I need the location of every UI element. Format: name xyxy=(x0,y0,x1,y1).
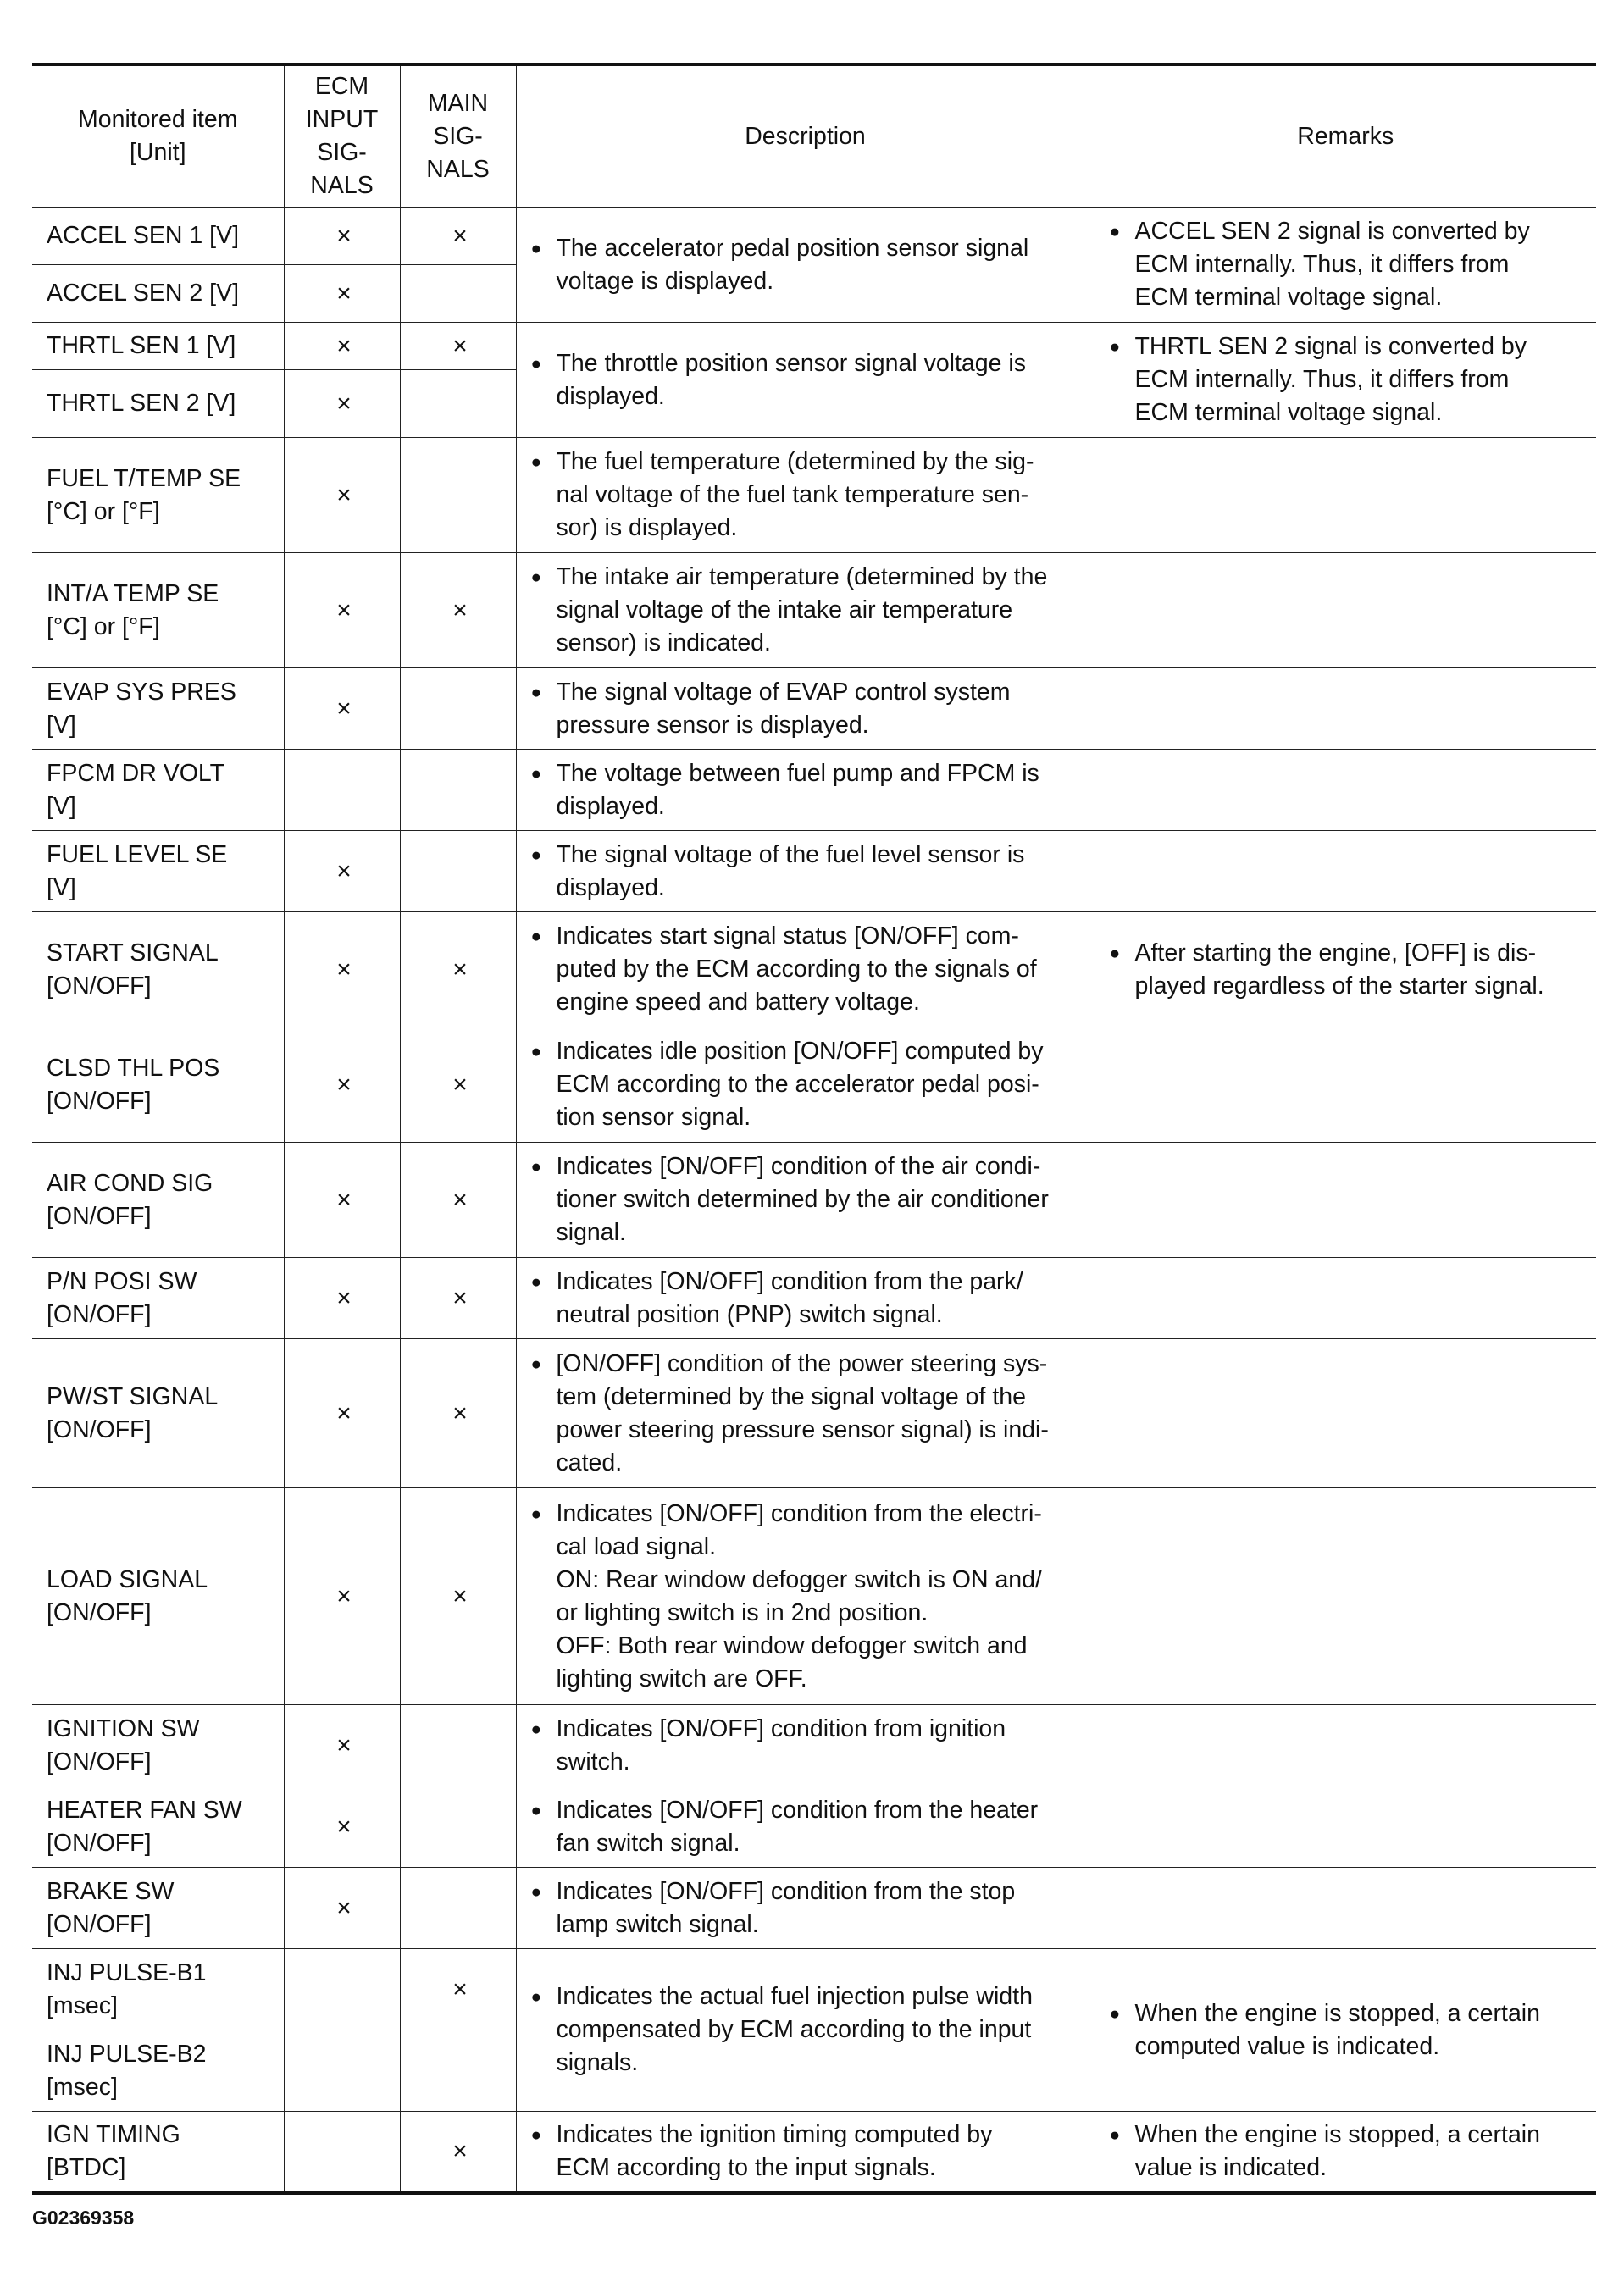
text-line: or lighting switch is in 2nd position. xyxy=(556,1598,928,1626)
text-line: sensor) is indicated. xyxy=(556,629,771,656)
monitored-item xyxy=(32,2112,284,2193)
description xyxy=(516,668,1095,750)
text-line: power steering pressure sensor signal) is indi- xyxy=(556,1415,1049,1443)
description-bullet xyxy=(531,232,1084,298)
main-signal-mark: × xyxy=(400,1339,516,1488)
description-bullet xyxy=(531,839,1084,905)
description xyxy=(516,2112,1095,2193)
text-line: tem (determined by the signal voltage of the xyxy=(556,1382,1026,1410)
remarks-bullet-list xyxy=(1110,330,1587,429)
text-line: THRTL SEN 1 [V] xyxy=(47,332,236,359)
ecm-input-mark: × xyxy=(284,1705,400,1786)
text-line: [V] xyxy=(47,873,76,901)
table-row xyxy=(32,668,1596,750)
text-line: ● Indicates [ON/OFF] condition of the air condi- xyxy=(556,1153,1041,1180)
header-row xyxy=(32,64,1596,208)
text-line: displayed. xyxy=(556,382,665,410)
remarks xyxy=(1095,1339,1596,1488)
remarks xyxy=(1095,1786,1596,1868)
monitored-item xyxy=(32,1258,284,1339)
ecm-input-mark: × xyxy=(284,1488,400,1705)
text-line: [V] xyxy=(47,792,76,820)
remarks xyxy=(1095,1705,1596,1786)
table-row xyxy=(32,1786,1596,1868)
text-line: engine speed and battery voltage. xyxy=(556,989,920,1016)
ecm-input-mark: × xyxy=(284,1027,400,1143)
main-signal-mark xyxy=(400,1868,516,1949)
text-line: lamp switch signal. xyxy=(556,1910,759,1938)
table-row xyxy=(32,2112,1596,2193)
table-row xyxy=(32,831,1596,912)
monitored-item xyxy=(32,370,284,438)
header-monitored-item: Monitored item [Unit] xyxy=(32,64,284,208)
remarks xyxy=(1095,831,1596,912)
remarks xyxy=(1095,1868,1596,1949)
header-description: Description xyxy=(516,64,1095,208)
text-line: lighting switch are OFF. xyxy=(556,1664,807,1692)
text-line: ● The signal voltage of the fuel level sensor is xyxy=(556,840,1025,868)
main-signal-mark xyxy=(400,831,516,912)
text-line: [ON/OFF] xyxy=(47,1910,152,1938)
description-bullet-list xyxy=(531,2119,1084,2185)
description xyxy=(516,912,1095,1027)
monitored-item xyxy=(32,1488,284,1705)
table-row xyxy=(32,1339,1596,1488)
description-bullet-list xyxy=(531,347,1084,413)
text-line: [ON/OFF] xyxy=(47,1087,152,1115)
text-line: OFF: Both rear window defogger switch and xyxy=(556,1631,1028,1659)
header-main-signals: MAIN SIG- NALS xyxy=(400,64,516,208)
text-line: ● The voltage between fuel pump and FPCM is xyxy=(556,759,1039,787)
remarks xyxy=(1095,750,1596,831)
text-line: displayed. xyxy=(556,792,665,820)
text-line: ● The accelerator pedal position sensor signal xyxy=(556,234,1029,262)
main-signal-mark xyxy=(400,1705,516,1786)
text-line: ● Indicates [ON/OFF] condition from the park/ xyxy=(556,1267,1023,1295)
description xyxy=(516,1258,1095,1339)
description-bullet xyxy=(531,676,1084,742)
text-line: IGNITION SW xyxy=(47,1714,200,1742)
ecm-input-mark: × xyxy=(284,1258,400,1339)
description-bullet-list xyxy=(531,1348,1084,1480)
remarks-bullet-list xyxy=(1110,1997,1587,2063)
text-line: [ON/OFF] xyxy=(47,1415,152,1443)
text-line: ECM internally. Thus, it differs from xyxy=(1134,366,1510,393)
text-line: ● When the engine is stopped, a certain xyxy=(1134,2120,1540,2148)
main-signal-mark xyxy=(400,438,516,553)
remarks xyxy=(1095,1027,1596,1143)
text-line: cated. xyxy=(556,1448,623,1476)
text-line: INT/A TEMP SE xyxy=(47,579,219,607)
description-bullet xyxy=(531,1713,1084,1779)
text-line: ● When the engine is stopped, a certain xyxy=(1134,1999,1540,2027)
text-line: fan switch signal. xyxy=(556,1829,740,1857)
monitored-item xyxy=(32,553,284,668)
description xyxy=(516,208,1095,323)
monitored-item xyxy=(32,1339,284,1488)
remarks-bullet-list xyxy=(1110,937,1587,1003)
text-line: signals. xyxy=(556,2049,639,2076)
description-bullet-list xyxy=(531,757,1084,823)
description xyxy=(516,1027,1095,1143)
description-bullet-list xyxy=(531,1266,1084,1332)
description-bullet-list xyxy=(531,676,1084,742)
description-bullet xyxy=(531,1348,1084,1480)
header-ecm-input-signals: ECM INPUT SIG- NALS xyxy=(284,64,400,208)
main-signal-mark: × xyxy=(400,1258,516,1339)
table-row xyxy=(32,1143,1596,1258)
text-line: ● Indicates idle position [ON/OFF] computed by xyxy=(556,1038,1044,1065)
table-row xyxy=(32,912,1596,1027)
ecm-input-mark xyxy=(284,2030,400,2112)
description xyxy=(516,323,1095,438)
text-line: INJ PULSE-B2 xyxy=(47,2040,207,2068)
text-line: [ON/OFF] xyxy=(47,1202,152,1230)
text-line: ● After starting the engine, [OFF] is dis- xyxy=(1134,939,1537,967)
table-row xyxy=(32,1705,1596,1786)
text-line: HEATER FAN SW xyxy=(47,1796,242,1824)
table-row xyxy=(32,1488,1596,1705)
text-line: FUEL LEVEL SE xyxy=(47,840,228,868)
description xyxy=(516,553,1095,668)
text-line: EVAP SYS PRES xyxy=(47,678,236,706)
text-line: CLSD THL POS xyxy=(47,1054,220,1082)
description xyxy=(516,1488,1095,1705)
description-bullet-list xyxy=(531,1980,1084,2080)
remarks xyxy=(1095,1488,1596,1705)
remarks-bullet xyxy=(1110,937,1587,1003)
text-line: [msec] xyxy=(47,2073,118,2101)
text-line: [ON/OFF] xyxy=(47,1300,152,1328)
text-line: [V] xyxy=(47,711,76,739)
monitored-item xyxy=(32,265,284,323)
text-line: compensated by ECM according to the input xyxy=(556,2016,1032,2043)
text-line: IGN TIMING xyxy=(47,2120,180,2148)
remarks xyxy=(1095,668,1596,750)
text-line: voltage is displayed. xyxy=(556,267,774,295)
ecm-input-mark: × xyxy=(284,208,400,265)
ecm-input-mark xyxy=(284,750,400,831)
remarks xyxy=(1095,1258,1596,1339)
description xyxy=(516,1143,1095,1258)
remarks xyxy=(1095,912,1596,1027)
description-bullet-list xyxy=(531,1713,1084,1779)
ecm-input-mark: × xyxy=(284,912,400,1027)
monitored-item xyxy=(32,2030,284,2112)
description-bullet xyxy=(531,920,1084,1019)
text-line: INJ PULSE-B1 xyxy=(47,1958,207,1986)
text-line: ● The intake air temperature (determined by the xyxy=(556,563,1048,590)
ecm-input-mark: × xyxy=(284,323,400,370)
description xyxy=(516,1868,1095,1949)
description-bullet-list xyxy=(531,232,1084,298)
text-line: [ON/OFF] xyxy=(47,1598,152,1626)
text-line: cal load signal. xyxy=(556,1532,717,1560)
text-line: ● ACCEL SEN 2 signal is converted by xyxy=(1134,218,1530,245)
main-signal-mark: × xyxy=(400,1143,516,1258)
description xyxy=(516,1339,1095,1488)
description-bullet-list xyxy=(531,920,1084,1019)
table-row xyxy=(32,1949,1596,2030)
text-line: ECM internally. Thus, it differs from xyxy=(1134,251,1510,278)
monitored-item xyxy=(32,1868,284,1949)
text-line: ECM according to the input signals. xyxy=(556,2153,936,2181)
main-signal-mark: × xyxy=(400,1488,516,1705)
remarks xyxy=(1095,1143,1596,1258)
monitored-items-table xyxy=(32,63,1596,2195)
ecm-input-mark: × xyxy=(284,1143,400,1258)
text-line: ● Indicates the actual fuel injection pulse width xyxy=(556,1983,1033,2010)
main-signal-mark xyxy=(400,750,516,831)
description xyxy=(516,1949,1095,2112)
description-bullet xyxy=(531,1794,1084,1860)
description-bullet xyxy=(531,2119,1084,2185)
text-line: tion sensor signal. xyxy=(556,1104,751,1131)
text-line: [°C] or [°F] xyxy=(47,612,160,640)
description-bullet-list xyxy=(531,561,1084,660)
text-line: signal voltage of the intake air temperature xyxy=(556,596,1013,623)
ecm-input-mark: × xyxy=(284,1786,400,1868)
text-line: pressure sensor is displayed. xyxy=(556,711,869,739)
description-bullet xyxy=(531,347,1084,413)
ecm-input-mark xyxy=(284,2112,400,2193)
monitored-item xyxy=(32,1786,284,1868)
ecm-input-mark: × xyxy=(284,831,400,912)
main-signal-mark xyxy=(400,265,516,323)
remarks-bullet xyxy=(1110,215,1587,314)
text-line: START SIGNAL xyxy=(47,939,219,967)
text-line: [°C] or [°F] xyxy=(47,497,160,525)
description-bullet-list xyxy=(531,1794,1084,1860)
table-row xyxy=(32,1027,1596,1143)
ecm-input-mark: × xyxy=(284,1339,400,1488)
description-bullet-list xyxy=(531,1875,1084,1941)
header-remarks: Remarks xyxy=(1095,64,1596,208)
description-bullet xyxy=(531,1150,1084,1249)
monitored-item xyxy=(32,912,284,1027)
text-line: switch. xyxy=(556,1748,630,1775)
monitored-item xyxy=(32,1949,284,2030)
text-line: P/N POSI SW xyxy=(47,1267,197,1295)
description-bullet xyxy=(531,1498,1084,1696)
document xyxy=(32,63,1596,2195)
table-row xyxy=(32,553,1596,668)
monitored-item xyxy=(32,750,284,831)
main-signal-mark xyxy=(400,668,516,750)
remarks xyxy=(1095,323,1596,438)
description-bullet xyxy=(531,1875,1084,1941)
table-row xyxy=(32,438,1596,553)
ecm-input-mark: × xyxy=(284,438,400,553)
text-line: ECM terminal voltage signal. xyxy=(1134,284,1443,311)
main-signal-mark: × xyxy=(400,912,516,1027)
remarks-bullet xyxy=(1110,330,1587,429)
table-row xyxy=(32,750,1596,831)
text-line: FUEL T/TEMP SE xyxy=(47,464,241,492)
table-row xyxy=(32,1868,1596,1949)
monitored-item xyxy=(32,208,284,265)
text-line: ● Indicates [ON/OFF] condition from ignition xyxy=(556,1714,1006,1742)
ecm-input-mark: × xyxy=(284,1868,400,1949)
main-signal-mark: × xyxy=(400,208,516,265)
monitored-item xyxy=(32,438,284,553)
text-line: ● Indicates the ignition timing computed by xyxy=(556,2120,993,2148)
remarks xyxy=(1095,1949,1596,2112)
main-signal-mark: × xyxy=(400,2112,516,2193)
main-signal-mark: × xyxy=(400,1027,516,1143)
text-line: displayed. xyxy=(556,873,665,901)
main-signal-mark xyxy=(400,2030,516,2112)
text-line: ON: Rear window defogger switch is ON and/ xyxy=(556,1565,1042,1593)
text-line: BRAKE SW xyxy=(47,1877,175,1905)
table-row xyxy=(32,1258,1596,1339)
text-line: ● Indicates start signal status [ON/OFF] com- xyxy=(556,922,1019,950)
description-bullet xyxy=(531,1980,1084,2080)
text-line: ● Indicates [ON/OFF] condition from the heater xyxy=(556,1796,1039,1824)
main-signal-mark: × xyxy=(400,553,516,668)
monitored-item xyxy=(32,1705,284,1786)
remarks-bullet-list xyxy=(1110,2119,1587,2185)
text-line: sor) is displayed. xyxy=(556,514,738,541)
description-bullet-list xyxy=(531,1498,1084,1696)
text-line: ACCEL SEN 1 [V] xyxy=(47,222,240,249)
main-signal-mark: × xyxy=(400,1949,516,2030)
description xyxy=(516,831,1095,912)
remarks xyxy=(1095,2112,1596,2193)
text-line: PW/ST SIGNAL xyxy=(47,1382,219,1410)
text-line: ● Indicates [ON/OFF] condition from the stop xyxy=(556,1877,1016,1905)
text-line: ECM terminal voltage signal. xyxy=(1134,399,1443,426)
remarks xyxy=(1095,553,1596,668)
description xyxy=(516,438,1095,553)
text-line: ● The fuel temperature (determined by the sig- xyxy=(556,448,1034,475)
ecm-input-mark: × xyxy=(284,265,400,323)
text-line: ● The throttle position sensor signal voltage is xyxy=(556,349,1026,377)
ecm-input-mark: × xyxy=(284,668,400,750)
text-line: AIR COND SIG xyxy=(47,1169,213,1197)
description-bullet-list xyxy=(531,1150,1084,1249)
text-line: [ON/OFF] xyxy=(47,972,152,1000)
description-bullet-list xyxy=(531,839,1084,905)
text-line: ● The signal voltage of EVAP control system xyxy=(556,678,1011,706)
text-line: value is indicated. xyxy=(1134,2153,1327,2181)
text-line: ● [ON/OFF] condition of the power steering sys- xyxy=(556,1349,1048,1377)
remarks xyxy=(1095,208,1596,323)
text-line: played regardless of the starter signal. xyxy=(1134,972,1544,1000)
text-line: neutral position (PNP) switch signal. xyxy=(556,1300,943,1328)
description-bullet xyxy=(531,1266,1084,1332)
table-row xyxy=(32,208,1596,265)
text-line: THRTL SEN 2 [V] xyxy=(47,390,236,417)
ecm-input-mark: × xyxy=(284,370,400,438)
description-bullet-list xyxy=(531,1035,1084,1134)
description-bullet xyxy=(531,1035,1084,1134)
description xyxy=(516,750,1095,831)
remarks-bullet xyxy=(1110,2119,1587,2185)
text-line: ACCEL SEN 2 [V] xyxy=(47,280,240,307)
text-line: LOAD SIGNAL xyxy=(47,1565,208,1593)
description-bullet xyxy=(531,757,1084,823)
description-bullet xyxy=(531,561,1084,660)
description-bullet-list xyxy=(531,446,1084,545)
monitored-item xyxy=(32,831,284,912)
text-line: [BTDC] xyxy=(47,2153,126,2181)
monitored-item xyxy=(32,1143,284,1258)
monitored-item xyxy=(32,323,284,370)
figure-code: G02369358 xyxy=(32,2207,135,2229)
text-line: [msec] xyxy=(47,1991,118,2019)
text-line: ● Indicates [ON/OFF] condition from the electri- xyxy=(556,1499,1042,1527)
table-row xyxy=(32,323,1596,370)
description xyxy=(516,1786,1095,1868)
text-line: FPCM DR VOLT xyxy=(47,759,225,787)
remarks-bullet-list xyxy=(1110,215,1587,314)
text-line: ECM according to the accelerator pedal posi- xyxy=(556,1071,1039,1098)
text-line: tioner switch determined by the air conditioner xyxy=(556,1186,1049,1213)
remarks-bullet xyxy=(1110,1997,1587,2063)
monitored-item xyxy=(32,668,284,750)
monitored-item xyxy=(32,1027,284,1143)
text-line: [ON/OFF] xyxy=(47,1748,152,1775)
ecm-input-mark: × xyxy=(284,553,400,668)
text-line: nal voltage of the fuel tank temperature sen- xyxy=(556,481,1029,508)
ecm-input-mark xyxy=(284,1949,400,2030)
text-line: computed value is indicated. xyxy=(1134,2032,1440,2060)
text-line: ● THRTL SEN 2 signal is converted by xyxy=(1134,333,1527,360)
main-signal-mark xyxy=(400,1786,516,1868)
text-line: signal. xyxy=(556,1219,626,1246)
remarks xyxy=(1095,438,1596,553)
description xyxy=(516,1705,1095,1786)
text-line: puted by the ECM according to the signals of xyxy=(556,955,1037,983)
main-signal-mark xyxy=(400,370,516,438)
description-bullet xyxy=(531,446,1084,545)
text-line: [ON/OFF] xyxy=(47,1829,152,1857)
main-signal-mark: × xyxy=(400,323,516,370)
